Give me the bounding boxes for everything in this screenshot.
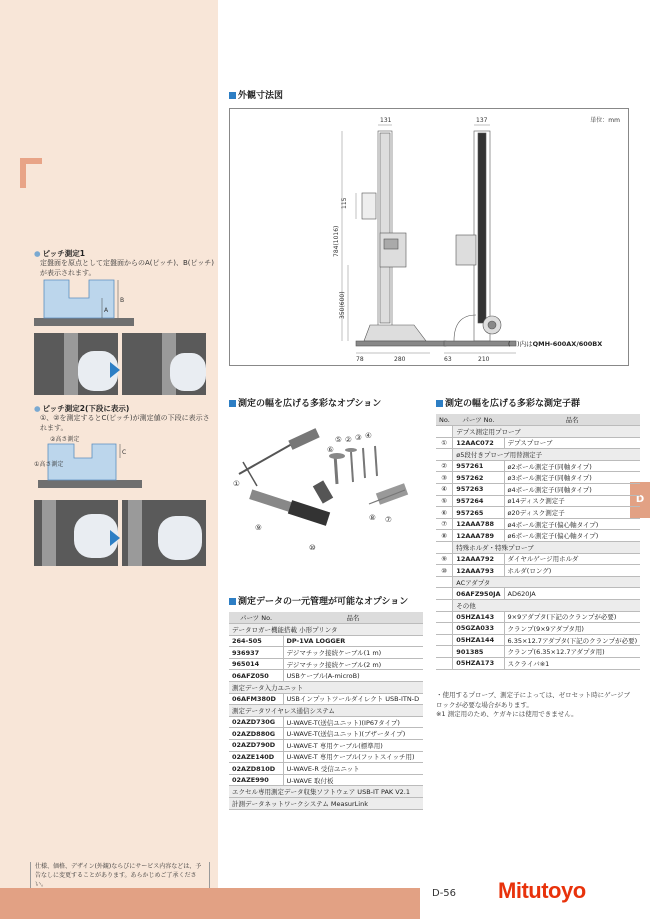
option-label-9: ⑨: [255, 523, 262, 532]
part-number-cell: 12AAA792: [453, 553, 504, 565]
part-number-cell: 06AFZ050: [229, 670, 283, 682]
option-label-7: ⑦: [385, 515, 392, 524]
product-name-cell: USBインプットツールダイレクト USB-ITN-D: [283, 693, 423, 705]
part-number-cell: 12AAA789: [453, 530, 504, 542]
table-row: [436, 576, 640, 588]
product-name-cell: ø14ディスク測定子: [504, 495, 640, 507]
pitch1-diagram: [34, 278, 134, 326]
table-subheading: ACアダプタ: [453, 576, 640, 588]
item-number-cell: [436, 623, 453, 635]
table-row: [436, 530, 640, 542]
table-row: [436, 611, 640, 623]
left-sidebar: [0, 0, 218, 919]
option-label-5: ⑤: [335, 435, 342, 444]
product-name-cell: ø3ボール測定子(同軸タイプ): [504, 472, 640, 484]
label-b: B: [120, 297, 125, 304]
dimension-note-models: QMH-600AX/600BX: [532, 340, 603, 348]
table-row: [436, 449, 640, 461]
part-number-cell: 02AZE990: [229, 774, 283, 786]
part-number-cell: 965014: [229, 658, 283, 670]
table-row: [436, 588, 640, 600]
table-header-row: [436, 414, 640, 426]
product-name-cell: クランプ(6.35×12.7アダプタ用): [504, 646, 640, 658]
product-name-cell: クランプ(9×9アダプタ用): [504, 623, 640, 635]
table-row: [436, 623, 640, 635]
table-subheading: 特殊ホルダ・特殊プローブ: [453, 542, 640, 554]
pitch2-title: ● ピッチ測定2(下段に表示): [34, 403, 129, 414]
section-tab-d[interactable]: D: [630, 482, 650, 518]
item-number-cell: ⑥: [436, 507, 453, 519]
empty-no-cell: [436, 576, 453, 588]
table-row: [436, 634, 640, 646]
product-name-cell: ホルダ(ロング): [504, 565, 640, 577]
item-number-cell: ①: [436, 437, 453, 449]
part-number-cell: 06AFZ950JA: [453, 588, 504, 600]
table-row: [229, 670, 423, 682]
dimension-drawing-box: [229, 108, 629, 366]
item-number-cell: ⑤: [436, 495, 453, 507]
product-name-cell: U-WAVE 取付板: [283, 774, 423, 786]
product-name-cell: U-WAVE-T(送信ユニット)(ブザータイプ): [283, 728, 423, 740]
table-row: [436, 542, 640, 554]
item-number-cell: [436, 634, 453, 646]
option-label-10: ⑩: [309, 543, 316, 552]
product-name-cell: U-WAVE-T 専用ケーブル(標準用): [283, 740, 423, 752]
product-name-cell: デジマチック接続ケーブル(2 m): [283, 658, 423, 670]
page-number: D-56: [432, 888, 457, 899]
options-photo: [229, 412, 419, 572]
pitch1-photo-right: [122, 333, 206, 395]
table-row: [229, 763, 423, 775]
pitch1-text: 定盤面を原点として定盤面からのA(ピッチ)、B(ピッチ)が表示されます。: [40, 259, 214, 277]
table-row: [436, 600, 640, 612]
option-label-1: ①: [233, 479, 240, 488]
table-row: [229, 705, 423, 717]
part-number-cell: 05HZA173: [453, 657, 504, 669]
part-number-cell: 957264: [453, 495, 504, 507]
dim-350: 350(600): [339, 291, 346, 319]
label-a: A: [104, 307, 109, 314]
header-no: No.: [436, 414, 453, 426]
part-number-cell: 264-505: [229, 635, 283, 647]
dim-78: 78: [356, 356, 364, 363]
empty-no-cell: [436, 542, 453, 554]
data-mgmt-table: [229, 612, 423, 810]
label-height1: ①高さ測定: [34, 461, 64, 468]
footer-bar: [0, 888, 420, 919]
table-row: [436, 484, 640, 496]
table-row: [229, 751, 423, 763]
table-row: [436, 426, 640, 438]
dimension-section-title: 外観寸法図: [229, 88, 283, 101]
pitch1-photo-left: [34, 333, 118, 395]
part-number-cell: 05HZA144: [453, 634, 504, 646]
part-number-cell: 06AFM380D: [229, 693, 283, 705]
dimension-note-prefix: ( )内は: [508, 340, 533, 348]
table-subheading: その他: [453, 600, 640, 612]
product-name-cell: デジマチック接続ケーブル(1 m): [283, 647, 423, 659]
table-row: [229, 682, 423, 694]
pitch1-title: ● ピッチ測定1: [34, 248, 85, 259]
product-name-cell: USBケーブル(A-microB): [283, 670, 423, 682]
empty-no-cell: [436, 600, 453, 612]
pitch2-text: ①、②を測定するとC(ピッチ)が測定値の下段に表示されます。: [40, 414, 210, 432]
footnote-2: ※1 測定用のため、ケガキには使用できません。: [436, 710, 578, 718]
table-row: [229, 647, 423, 659]
unit-label: 単位：mm: [590, 117, 620, 124]
item-number-cell: [436, 588, 453, 600]
empty-no-cell: [436, 426, 453, 438]
product-name-cell: DP-1VA LOGGER: [283, 635, 423, 647]
part-number-cell: 02AZD730G: [229, 716, 283, 728]
item-number-cell: ③: [436, 472, 453, 484]
table-row: [229, 798, 423, 810]
header-part-no: パーツ No.: [229, 612, 283, 624]
product-name-cell: ø20ディスク測定子: [504, 507, 640, 519]
option-label-2: ②: [345, 435, 352, 444]
part-number-cell: 12AAA793: [453, 565, 504, 577]
item-number-cell: [436, 646, 453, 658]
table-row: [436, 646, 640, 658]
table-row: [229, 774, 423, 786]
table-header-row: [229, 612, 423, 624]
table-row: [229, 786, 423, 798]
dim-115: 115: [341, 197, 348, 209]
product-name-cell: U-WAVE-T(送信ユニット)(IP67タイプ): [283, 716, 423, 728]
header-part-no: パーツ No.: [453, 414, 504, 426]
part-number-cell: 02AZD790D: [229, 740, 283, 752]
label-height2: ②高さ測定: [50, 436, 80, 443]
corner-bracket-decoration: [20, 158, 42, 188]
arrow-right-icon: [110, 530, 120, 546]
part-number-cell: 02AZE140D: [229, 751, 283, 763]
product-name-cell: AD620JA: [504, 588, 640, 600]
product-name-cell: ダイヤルゲージ用ホルダ: [504, 553, 640, 565]
part-number-cell: 957263: [453, 484, 504, 496]
header-product-name: 品名: [504, 414, 640, 426]
product-name-cell: ø2ボール測定子(同軸タイプ): [504, 460, 640, 472]
footnote-1: ・使用するプローブ、測定子によっては、ゼロセット時にゲージブロックが必要な場合があります。: [436, 691, 631, 709]
option-label-3: ③: [355, 433, 362, 442]
part-number-cell: 02AZD810D: [229, 763, 283, 775]
dim-137: 137: [476, 117, 488, 124]
table-row: [436, 553, 640, 565]
product-name-cell: ø4ボール測定子(同軸タイプ): [504, 484, 640, 496]
data-mgmt-section-title: 測定データの一元管理が可能なオプション: [229, 594, 408, 607]
table-row: [229, 624, 423, 636]
product-name-cell: ø6ボール測定子(偏心軸タイプ): [504, 530, 640, 542]
empty-no-cell: [436, 449, 453, 461]
product-name-cell: U-WAVE-R 受信ユニット: [283, 763, 423, 775]
table-subheading: 計測データネットワークシステム MeasurLink: [229, 798, 423, 810]
item-number-cell: [436, 611, 453, 623]
table-subheading: データロガー機能搭載 小形プリンタ: [229, 624, 423, 636]
item-number-cell: ⑦: [436, 518, 453, 530]
option-label-6: ⑥: [327, 445, 334, 454]
probes-footnote: [436, 691, 636, 720]
option-label-8: ⑧: [369, 513, 376, 522]
table-row: [436, 507, 640, 519]
option-label-4: ④: [365, 431, 372, 440]
table-row: [229, 635, 423, 647]
mitutoyo-logo: Mitutoyo: [498, 878, 586, 903]
header-product-name: 品名: [283, 612, 423, 624]
part-number-cell: 901385: [453, 646, 504, 658]
arrow-right-icon: [110, 362, 120, 378]
table-row: [436, 565, 640, 577]
dim-63: 63: [444, 356, 452, 363]
table-row: [229, 728, 423, 740]
dimension-drawing: [230, 109, 628, 365]
pitch2-photo-left: [34, 500, 118, 566]
pitch2-photo-right: [122, 500, 206, 566]
product-name-cell: デプスプローブ: [504, 437, 640, 449]
item-number-cell: ⑨: [436, 553, 453, 565]
part-number-cell: 957261: [453, 460, 504, 472]
dim-210: 210: [478, 356, 490, 363]
part-number-cell: 957262: [453, 472, 504, 484]
table-subheading: 測定データ入力ユニット: [229, 682, 423, 694]
part-number-cell: 02AZD880G: [229, 728, 283, 740]
part-number-cell: 936937: [229, 647, 283, 659]
item-number-cell: ⑧: [436, 530, 453, 542]
table-subheading: 測定データワイヤレス通信システム: [229, 705, 423, 717]
label-c: C: [122, 449, 127, 456]
probes-table: [436, 414, 640, 670]
table-row: [229, 658, 423, 670]
item-number-cell: ④: [436, 484, 453, 496]
table-row: [436, 495, 640, 507]
dim-131: 131: [380, 117, 392, 124]
item-number-cell: ⑩: [436, 565, 453, 577]
disclaimer-note: 仕様、価格、デザイン(外観)ならびにサービス内容などは、予告なしに変更することがあります。あらかじめご了承ください。: [30, 862, 210, 889]
part-number-cell: 957265: [453, 507, 504, 519]
table-row: [229, 693, 423, 705]
part-number-cell: 12AAA788: [453, 518, 504, 530]
product-name-cell: U-WAVE-T 専用ケーブル(フットスイッチ用): [283, 751, 423, 763]
probes-section-title: 測定の幅を広げる多彩な測定子群: [436, 396, 580, 409]
table-row: [436, 472, 640, 484]
table-subheading: デプス測定用プローブ: [453, 426, 640, 438]
table-row: [436, 437, 640, 449]
part-number-cell: 05GZA033: [453, 623, 504, 635]
table-row: [229, 716, 423, 728]
table-row: [436, 460, 640, 472]
dim-280: 280: [394, 356, 406, 363]
item-number-cell: ②: [436, 460, 453, 472]
product-name-cell: 6.35×12.7アダプタ(下記のクランプが必要): [504, 634, 640, 646]
product-name-cell: ø4ボール測定子(偏心軸タイプ): [504, 518, 640, 530]
part-number-cell: 12AAC072: [453, 437, 504, 449]
product-name-cell: 9×9アダプタ(下記のクランプが必要): [504, 611, 640, 623]
part-number-cell: 05HZA143: [453, 611, 504, 623]
item-number-cell: [436, 657, 453, 669]
dimension-note: [508, 339, 602, 348]
table-row: [436, 657, 640, 669]
table-subheading: ø5段付きプローブ用替測定子: [453, 449, 640, 461]
table-row: [436, 518, 640, 530]
options-section-title: 測定の幅を広げる多彩なオプション: [229, 396, 381, 409]
product-name-cell: スクライバ※1: [504, 657, 640, 669]
table-row: [229, 740, 423, 752]
pitch2-diagram: [34, 434, 144, 490]
table-subheading: エクセル専用測定データ収集ソフトウェア USB-IT PAK V2.1: [229, 786, 423, 798]
dim-784: 784(1016): [333, 225, 340, 257]
